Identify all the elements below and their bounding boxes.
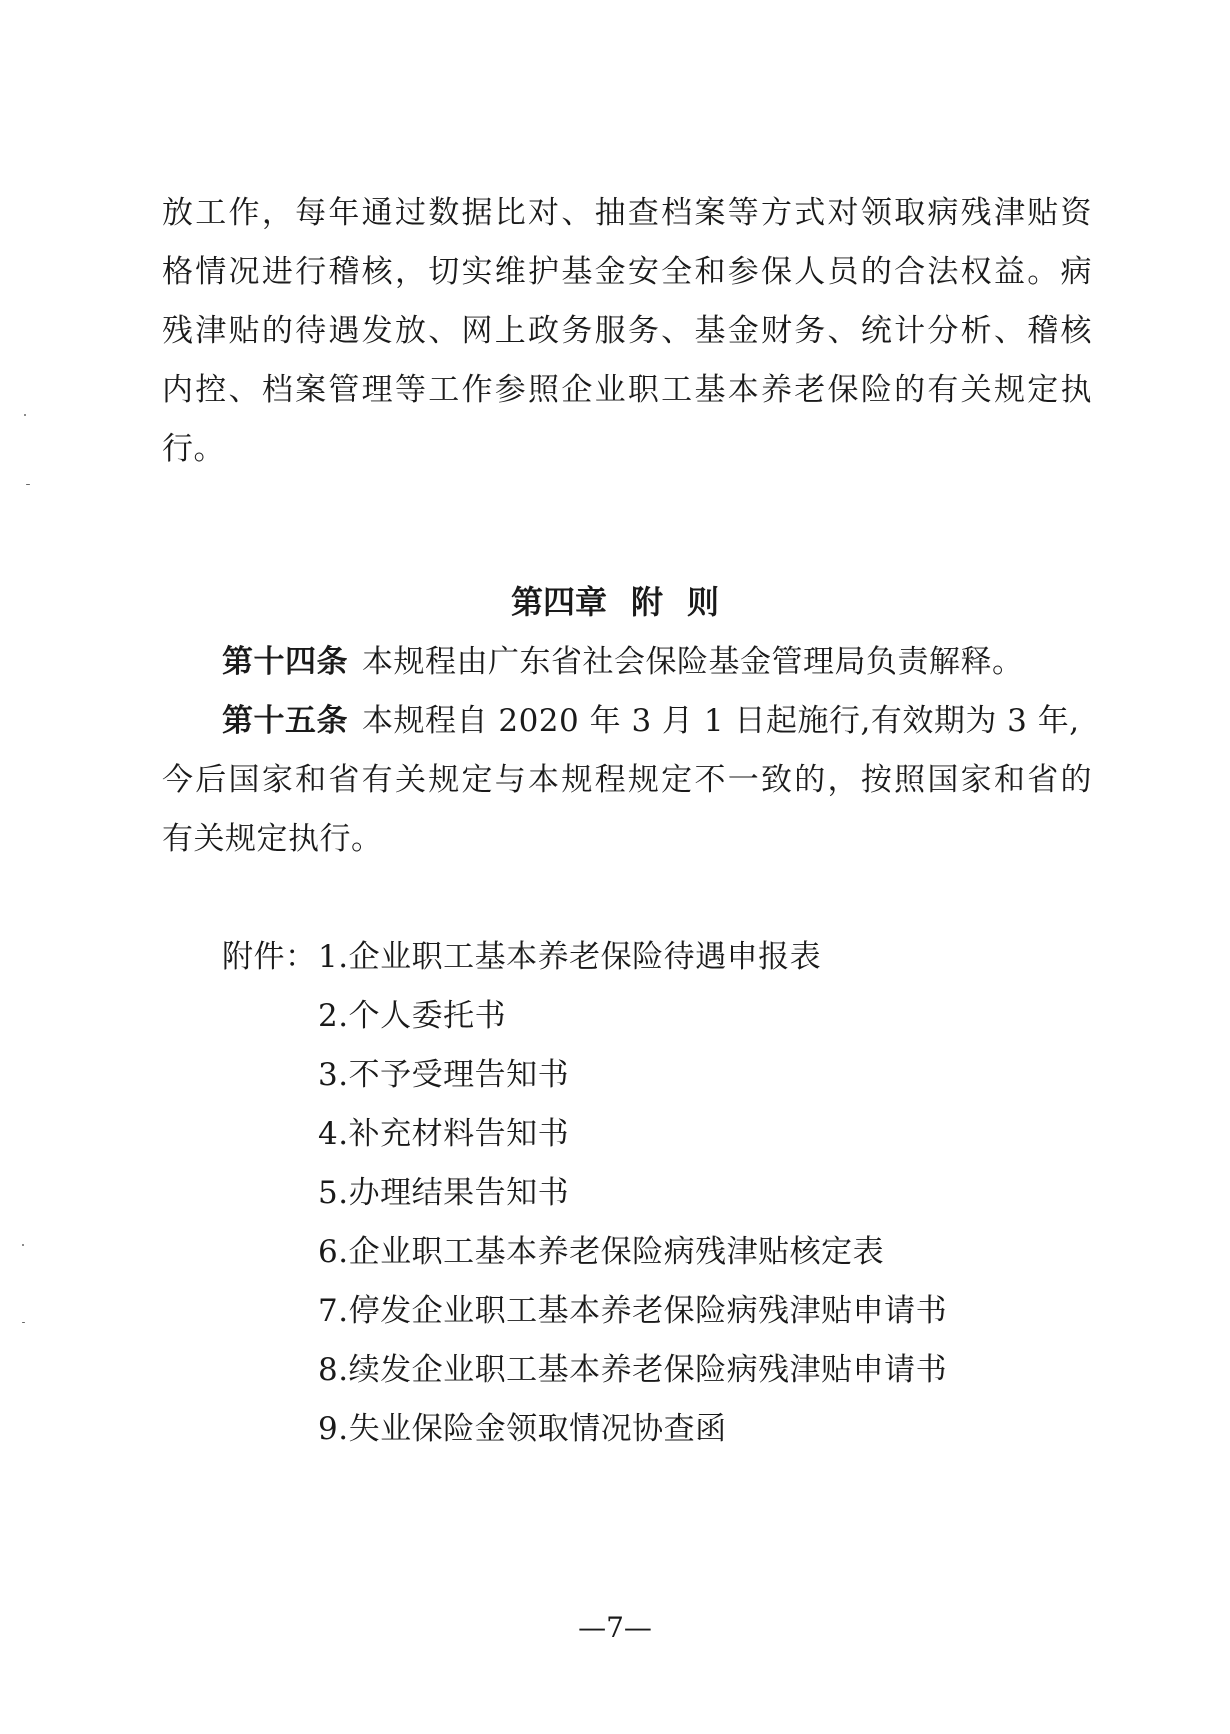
attachment-item: 1.企业职工基本养老保险待遇申报表 bbox=[318, 939, 822, 975]
scan-speck bbox=[26, 484, 30, 485]
attachment-item: 6.企业职工基本养老保险病残津贴核定表 bbox=[318, 1234, 885, 1270]
attachment-item: 8.续发企业职工基本养老保险病残津贴申请书 bbox=[318, 1352, 948, 1388]
scan-speck bbox=[24, 414, 26, 416]
chapter-number: 第四章 bbox=[510, 583, 607, 621]
article-14-label: 第十四条 bbox=[222, 644, 348, 680]
article-15-line-3: 有关规定执行。 bbox=[162, 821, 383, 857]
attachment-item: 7.停发企业职工基本养老保险病残津贴申请书 bbox=[318, 1293, 948, 1329]
attachment-item: 3.不予受理告知书 bbox=[318, 1057, 570, 1093]
paragraph-line: 行。 bbox=[162, 431, 225, 467]
scan-speck bbox=[22, 1244, 24, 1246]
article-15-label: 第十五条 bbox=[222, 703, 348, 739]
attachment-item: 5.办理结果告知书 bbox=[318, 1175, 570, 1211]
chapter-title-char: 附 bbox=[630, 583, 663, 621]
paragraph-line: 格情况进行稽核，切实维护基金安全和参保人员的合法权益。病 bbox=[162, 254, 1092, 290]
chapter-title-char: 则 bbox=[687, 583, 720, 621]
article-14-text: 本规程由广东省社会保险基金管理局负责解释。 bbox=[362, 644, 1024, 680]
paragraph-line: 残津贴的待遇发放、网上政务服务、基金财务、统计分析、稽核 bbox=[162, 313, 1092, 349]
attachment-item: 4.补充材料告知书 bbox=[318, 1116, 570, 1152]
article-15-text: 本规程自 2020 年 3 月 1 日起施行,有效期为 3 年, bbox=[362, 703, 1080, 739]
attachments-label: 附件： bbox=[222, 939, 317, 975]
attachment-item: 9.失业保险金领取情况协查函 bbox=[318, 1411, 727, 1447]
paragraph-line: 内控、档案管理等工作参照企业职工基本养老保险的有关规定执 bbox=[162, 372, 1092, 408]
chapter-heading bbox=[0, 582, 1230, 622]
article-15-line-2: 今后国家和省有关规定与本规程规定不一致的，按照国家和省的 bbox=[162, 762, 1092, 798]
page-number: —7— bbox=[578, 1611, 652, 1644]
article-14 bbox=[222, 642, 1092, 682]
attachment-item: 2.个人委托书 bbox=[318, 998, 507, 1034]
paragraph-line: 放工作，每年通过数据比对、抽查档案等方式对领取病残津贴资 bbox=[162, 195, 1092, 231]
article-15-line-1 bbox=[222, 701, 1092, 741]
scan-speck bbox=[22, 1322, 25, 1323]
